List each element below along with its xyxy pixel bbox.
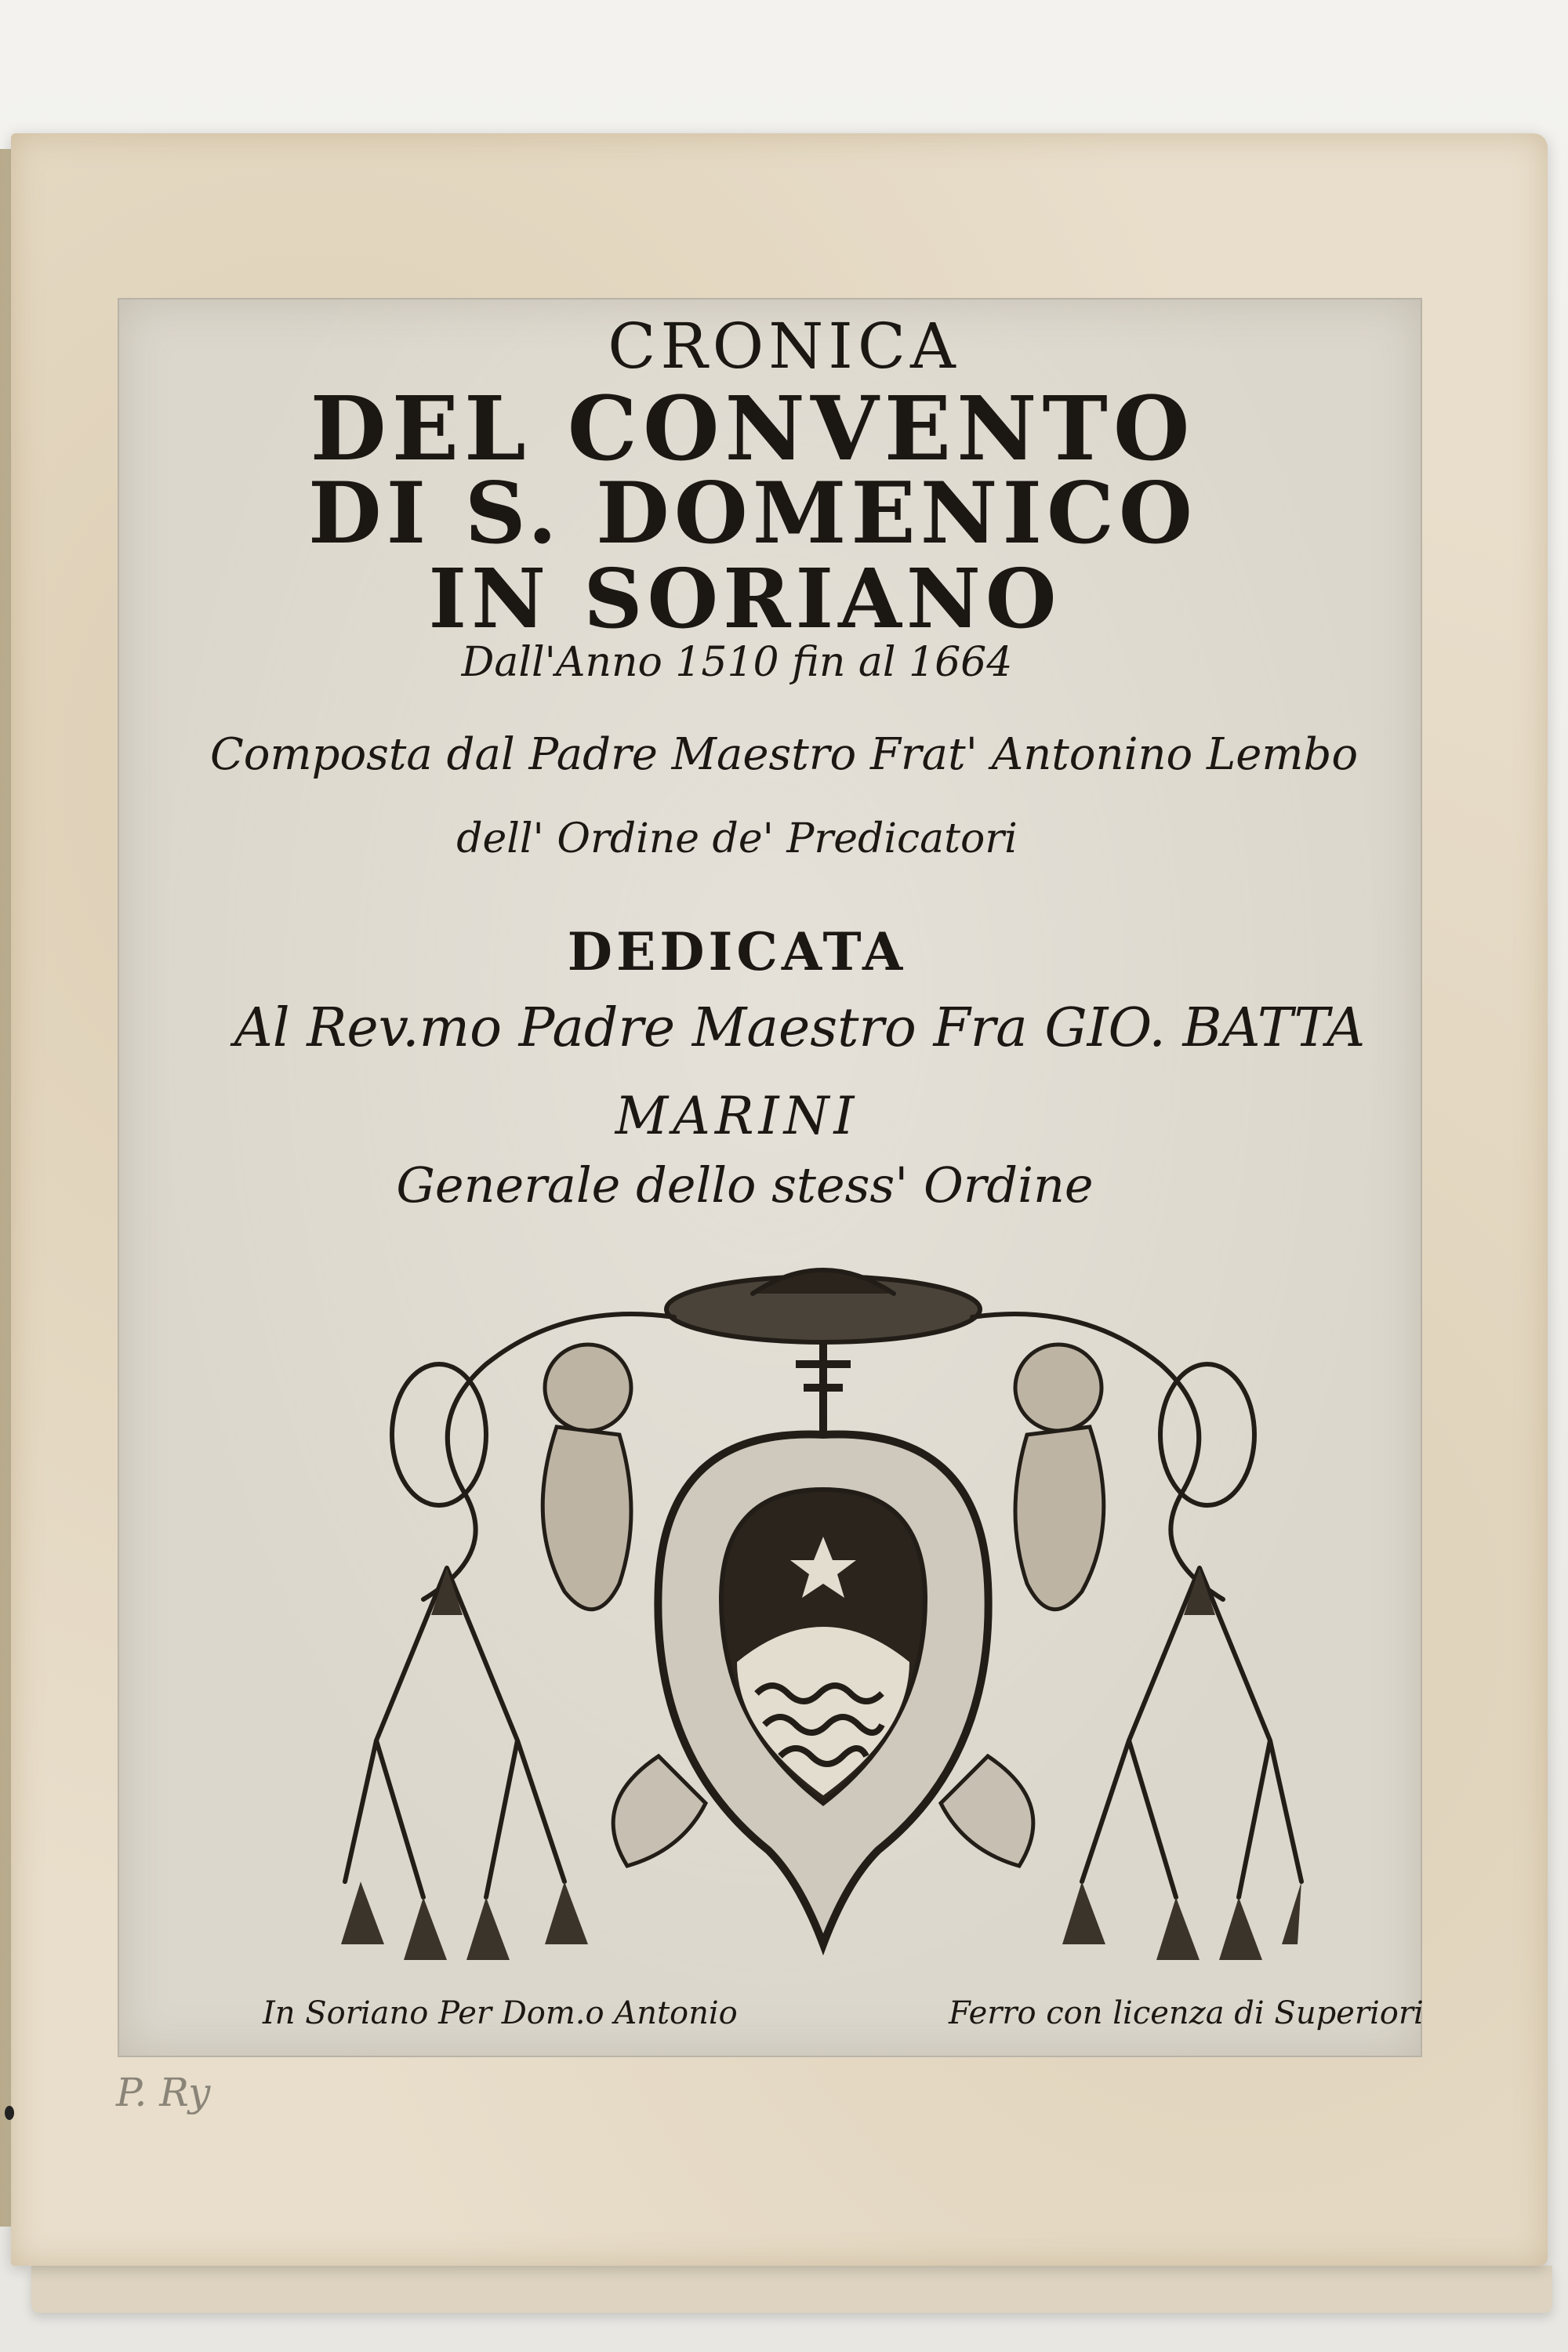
dedicatee-surname: MARINI [615, 1086, 859, 1146]
ink-dot [5, 2106, 14, 2120]
order-line: dell' Ordine de' Predicatori [456, 815, 1018, 862]
left-knot-loop [392, 1364, 486, 1505]
date-range: Dall'Anno 1510 fin al 1664 [461, 639, 1013, 686]
dedication-heading: DEDICATA [567, 921, 907, 982]
title-line-3: DI S. DOMENICO [308, 464, 1197, 563]
coat-of-arms-emblem [329, 1254, 1317, 1976]
galero-hat-crown [753, 1270, 894, 1294]
imprint-right: Ferro con licenza di Superiori [949, 1995, 1424, 2031]
imprint-left: In Soriano Per Dom.o Antonio [263, 1995, 738, 2031]
dedicatee-line: Al Rev.mo Padre Maestro Fra GIO. BATTA [234, 997, 1366, 1059]
title-line-1: CRONICA [608, 310, 960, 383]
underlying-page [31, 2266, 1552, 2313]
processional-cross [796, 1341, 851, 1435]
title-line-2: DEL CONVENTO [310, 378, 1196, 481]
title-line-4: IN SORIANO [428, 550, 1062, 647]
left-tassel-cords [345, 1568, 564, 1897]
author-line: Composta dal Padre Maestro Frat' Antonino Lembo [209, 729, 1359, 780]
dedicatee-title: Generale dello stess' Ordine [396, 1156, 1094, 1214]
right-knot-loop [1160, 1364, 1254, 1505]
right-tassel-cords [1082, 1568, 1301, 1897]
pencil-note: P. Ry [116, 2070, 211, 2115]
